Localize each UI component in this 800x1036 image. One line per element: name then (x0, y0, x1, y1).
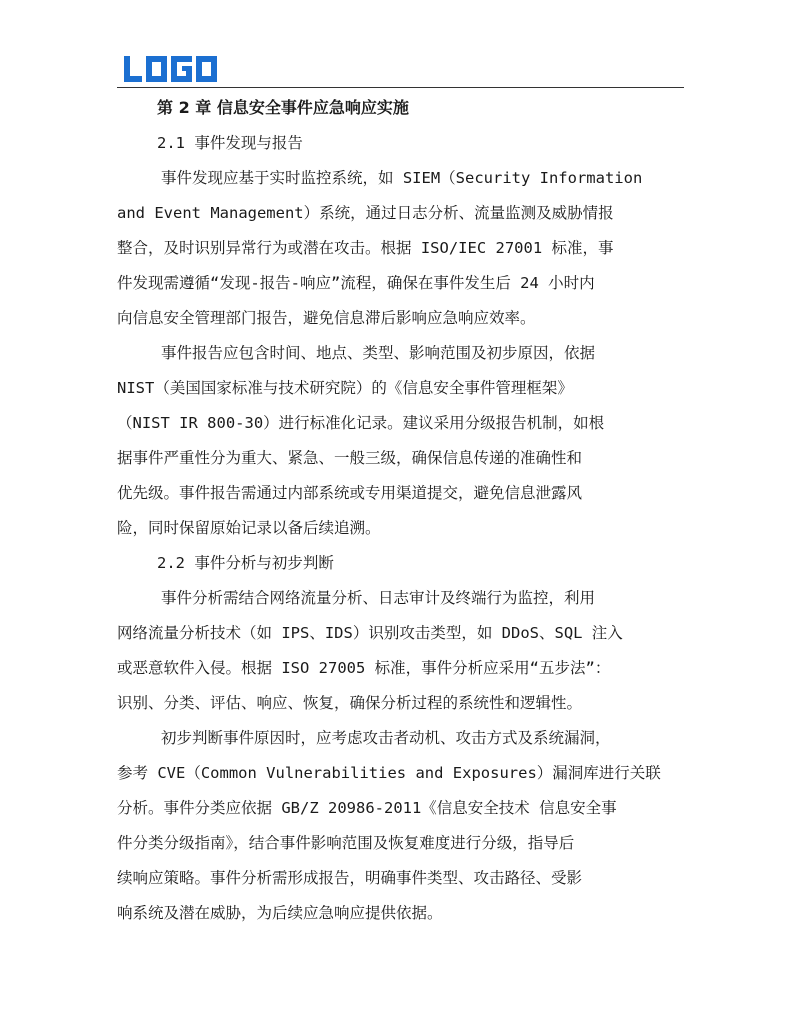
paragraph-line: 响系统及潜在威胁，为后续应急响应提供依据。 (117, 904, 443, 922)
paragraph-line: and Event Management）系统，通过日志分析、流量监测及威胁情报 (117, 204, 614, 222)
paragraph-line: 优先级。事件报告需通过内部系统或专用渠道提交，避免信息泄露风 (117, 484, 583, 502)
section-title-2-1: 2.1 事件发现与报告 (157, 134, 303, 152)
paragraph-line: 续响应策略。事件分析需形成报告，明确事件类型、攻击路径、受影 (117, 869, 583, 887)
paragraph-line: 件发现需遵循“发现-报告-响应”流程，确保在事件发生后 24 小时内 (117, 274, 595, 292)
paragraph-line: 事件报告应包含时间、地点、类型、影响范围及初步原因，依据 (161, 344, 596, 362)
paragraph-line: 整合，及时识别异常行为或潜在攻击。根据 ISO/IEC 27001 标准，事 (117, 239, 614, 257)
section-title-2-2: 2.2 事件分析与初步判断 (157, 554, 334, 572)
paragraph-line: （NIST IR 800-30）进行标准化记录。建议采用分级报告机制，如根 (117, 414, 605, 432)
paragraph-line: 或恶意软件入侵。根据 ISO 27005 标准，事件分析应采用“五步法”： (117, 659, 611, 677)
paragraph-line: 事件分析需结合网络流量分析、日志审计及终端行为监控，利用 (161, 589, 596, 607)
header-divider (117, 87, 684, 88)
paragraph-line: 识别、分类、评估、响应、恢复，确保分析过程的系统性和逻辑性。 (117, 694, 583, 712)
paragraph-line: 事件发现应基于实时监控系统，如 SIEM（Security Information (161, 169, 643, 187)
logo-graphic (122, 52, 222, 86)
paragraph (117, 161, 687, 336)
logo (122, 52, 222, 86)
document-body (117, 90, 687, 931)
paragraph-line: 网络流量分析技术（如 IPS、IDS）识别攻击类型，如 DDoS、SQL 注入 (117, 624, 623, 642)
paragraph-line: 险，同时保留原始记录以备后续追溯。 (117, 519, 381, 537)
paragraph-line: 据事件严重性分为重大、紧急、一般三级，确保信息传递的准确性和 (117, 449, 583, 467)
paragraph-line: 初步判断事件原因时，应考虑攻击者动机、攻击方式及系统漏洞， (161, 729, 611, 747)
paragraph (117, 721, 687, 931)
paragraph-line: NIST（美国国家标准与技术研究院）的《信息安全事件管理框架》 (117, 379, 573, 397)
paragraph (117, 581, 687, 721)
paragraph-line: 向信息安全管理部门报告，避免信息滞后影响应急响应效率。 (117, 309, 536, 327)
paragraph-line: 件分类分级指南》，结合事件影响范围及恢复难度进行分级，指导后 (117, 834, 575, 852)
paragraph-line: 参考 CVE（Common Vulnerabilities and Exposures）漏洞库进行关联 (117, 764, 661, 782)
chapter-title: 第 2 章 信息安全事件应急响应实施 (157, 98, 409, 117)
paragraph-line: 分析。事件分类应依据 GB/Z 20986-2011《信息安全技术 信息安全事 (117, 799, 617, 817)
paragraph (117, 336, 687, 546)
